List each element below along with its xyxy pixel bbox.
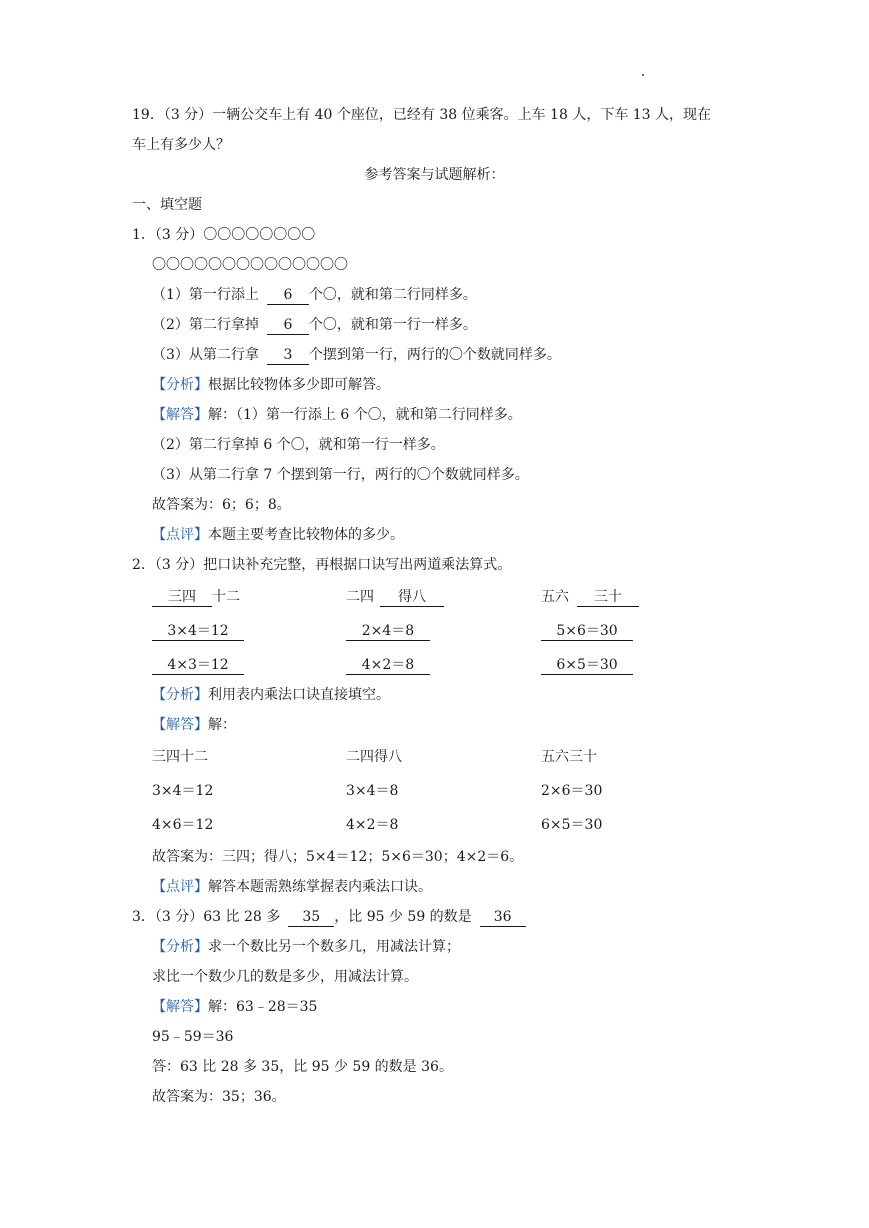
- q2-sol-r1-c2: 二四得八: [346, 749, 402, 765]
- q1-final-answer: 故答案为：6；6；8。: [152, 497, 291, 513]
- q1-part-2: [152, 316, 477, 335]
- q3-analysis: [152, 938, 460, 956]
- q2-rhyme-2-blank: 得八: [380, 589, 444, 607]
- q2-sol-r2-c2: 3×4＝8: [346, 783, 399, 799]
- q1-analysis: [152, 376, 390, 394]
- q3-blank-2: 36: [480, 909, 526, 927]
- q2-sol-r1-c3: 五六三十: [541, 749, 597, 765]
- q2-rhyme-1-blank: 三四: [152, 589, 212, 607]
- q2-sol-r3-c2: 4×2＝8: [346, 817, 399, 833]
- q19-line-2: 车上有多少人？: [132, 137, 230, 153]
- q3-heading-prefix: 3．（3 分）63 比 28 多: [132, 909, 281, 925]
- q2-analysis-text: 利用表内乘法口诀直接填空。: [208, 687, 390, 703]
- q2-col2-eq2-blank: 4×2＝8: [346, 657, 430, 675]
- q2-sol-r3-c3: 6×5＝30: [541, 817, 603, 833]
- q2-sol-r2-c1: 3×4＝12: [152, 783, 214, 799]
- q2-col1-eq2-blank: 4×3＝12: [152, 657, 244, 675]
- q2-col3-eq2-blank: 6×5＝30: [541, 657, 633, 675]
- q1-part-2-blank: 6: [267, 317, 309, 335]
- q2-solution-text: 解：: [208, 717, 236, 733]
- q2-comment: [152, 878, 432, 896]
- q2-col3-eq2: [541, 656, 633, 675]
- q3-blank-1: 35: [288, 909, 334, 927]
- q1-part-1-blank: 6: [267, 287, 309, 305]
- q2-col3-eq1: [541, 622, 633, 641]
- q2-rhyme-2-text: 二四: [346, 589, 374, 605]
- q2-sol-r1-c1: 三四十二: [152, 749, 208, 765]
- q1-part-2-prefix: （2）第二行拿掉: [152, 317, 259, 333]
- q3-solution: [152, 998, 317, 1016]
- q1-analysis-text: 根据比较物体多少即可解答。: [208, 377, 390, 393]
- solution-tag: 【解答】: [152, 999, 208, 1015]
- q2-col1-eq2: [152, 656, 244, 675]
- q2-rhyme-3-blank: 三十: [577, 589, 639, 607]
- q1-comment-text: 本题主要考查比较物体的多少。: [208, 527, 404, 543]
- q1-solution: [152, 406, 522, 424]
- analysis-tag: 【分析】: [152, 687, 208, 703]
- q3-analysis-text: 求一个数比另一个数多几，用减法计算；: [208, 939, 460, 955]
- q1-solution-line-2: （2）第二行拿掉 6 个〇，就和第一行一样多。: [152, 437, 445, 453]
- q3-solution-line-3: 答：63 比 28 多 35，比 95 少 59 的数是 36。: [152, 1059, 453, 1075]
- q3-solution-line-2: 95﹣59＝36: [152, 1029, 234, 1045]
- q1-part-3-suffix: 个摆到第一行，两行的〇个数就同样多。: [308, 347, 561, 363]
- q2-final-answer: 故答案为：三四；得八；5×4＝12；5×6＝30；4×2＝6。: [152, 849, 524, 865]
- q2-rhyme-1-text: 十二: [212, 589, 240, 605]
- answers-title: 参考答案与试题解析：: [364, 167, 505, 183]
- q2-rhyme-2: [346, 588, 444, 607]
- q1-part-2-suffix: 个〇，就和第一行一样多。: [308, 317, 477, 333]
- comment-tag: 【点评】: [152, 527, 208, 543]
- q2-sol-r2-c3: 2×6＝30: [541, 783, 603, 799]
- q1-part-3: [152, 346, 561, 365]
- page-mark: [642, 74, 644, 76]
- comment-tag: 【点评】: [152, 879, 208, 895]
- q1-solution-line-1: 解：（1）第一行添上 6 个〇，就和第二行同样多。: [208, 407, 522, 423]
- q1-part-3-prefix: （3）从第二行拿: [152, 347, 259, 363]
- q2-rhyme-3-text: 五六: [541, 589, 569, 605]
- q2-col3-eq1-blank: 5×6＝30: [541, 623, 633, 641]
- q2-analysis: [152, 686, 390, 704]
- q19-line-1: 19．（3 分）一辆公交车上有 40 个座位，已经有 38 位乘客。上车 18 人，下车 13 人，现在: [132, 107, 712, 123]
- section-heading: 一、填空题: [132, 197, 202, 213]
- q2-col1-eq1: [152, 622, 244, 641]
- solution-tag: 【解答】: [152, 717, 208, 733]
- q2-col2-eq2: [346, 656, 430, 675]
- q2-col2-eq1: [346, 622, 430, 641]
- q1-part-1: [152, 286, 477, 305]
- q1-part-1-suffix: 个〇，就和第二行同样多。: [308, 287, 477, 303]
- q2-rhyme-1: [152, 588, 240, 607]
- q1-part-1-prefix: （1）第一行添上: [152, 287, 259, 303]
- q2-col1-eq1-blank: 3×4＝12: [152, 623, 244, 641]
- q2-col2-eq1-blank: 2×4＝8: [346, 623, 430, 641]
- q2-rhyme-3: [541, 588, 639, 607]
- q1-circle-row-2: 〇〇〇〇〇〇〇〇〇〇〇〇〇〇: [152, 257, 348, 273]
- q3-final-answer: 故答案为：35；36。: [152, 1089, 286, 1105]
- analysis-tag: 【分析】: [152, 939, 208, 955]
- q1-heading: 1．（3 分）〇〇〇〇〇〇〇〇: [132, 227, 316, 243]
- q3-heading-middle: ，比 95 少 59 的数是: [334, 909, 472, 925]
- q1-comment: [152, 526, 404, 544]
- q3-analysis-line-2: 求比一个数少几的数是多少，用减法计算。: [152, 969, 418, 985]
- solution-tag: 【解答】: [152, 407, 208, 423]
- analysis-tag: 【分析】: [152, 377, 208, 393]
- q1-part-3-blank: 3: [267, 347, 309, 365]
- q2-sol-r3-c1: 4×6＝12: [152, 817, 214, 833]
- q3-heading: [132, 908, 526, 927]
- q1-solution-line-3: （3）从第二行拿 7 个摆到第一行，两行的〇个数就同样多。: [152, 467, 529, 483]
- q2-solution: [152, 716, 236, 734]
- q2-comment-text: 解答本题需熟练掌握表内乘法口诀。: [208, 879, 432, 895]
- q2-heading: 2．（3 分）把口诀补充完整，再根据口诀写出两道乘法算式。: [132, 557, 512, 573]
- q3-solution-line-1: 解：63﹣28＝35: [208, 999, 318, 1015]
